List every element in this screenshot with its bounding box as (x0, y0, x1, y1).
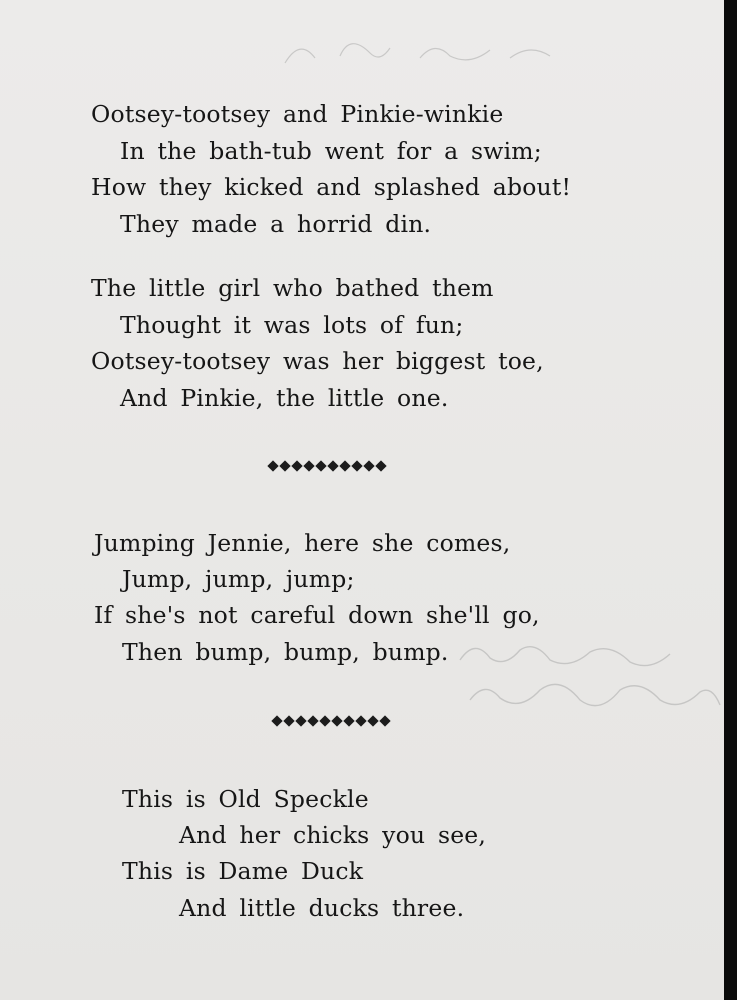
ornament-bullet (267, 460, 278, 471)
ornament-bullet (375, 460, 386, 471)
ornament-bullet (339, 460, 350, 471)
stanza-3-line-2: Jump, jump, jump; (122, 565, 355, 593)
ornament-bullet (327, 460, 338, 471)
stanza-4-line-2: And her chicks you see, (179, 821, 487, 849)
stanza-4-line-3: This is Dame Duck (122, 857, 364, 885)
ornament-bullet (271, 715, 282, 726)
ornament-bullet (351, 460, 362, 471)
stanza-2-line-2: Thought it was lots of fun; (120, 311, 464, 339)
stanza-3-line-3: If she's not careful down she'll go, (94, 601, 540, 629)
stanza-1-line-1: Ootsey-tootsey and Pinkie-winkie (91, 100, 504, 128)
stanza-3-line-4: Then bump, bump, bump. (122, 638, 449, 666)
stanza-4-line-4: And little ducks three. (179, 894, 465, 922)
ornament-bullet (283, 715, 294, 726)
page-edge-shadow (724, 0, 737, 1000)
ornament-bullet (295, 715, 306, 726)
ornament-bullet (367, 715, 378, 726)
ornament-divider (269, 462, 385, 470)
ornament-bullet (315, 460, 326, 471)
ornament-bullet (319, 715, 330, 726)
ornament-bullet (343, 715, 354, 726)
stanza-2-line-4: And Pinkie, the little one. (120, 384, 449, 412)
ornament-bullet (291, 460, 302, 471)
pencil-scribble-right (450, 630, 730, 725)
ornament-bullet (279, 460, 290, 471)
ornament-bullet (363, 460, 374, 471)
stanza-2-line-3: Ootsey-tootsey was her biggest toe, (91, 347, 544, 375)
ornament-bullet (355, 715, 366, 726)
ornament-bullet (331, 715, 342, 726)
pencil-scribble-top (280, 28, 580, 73)
stanza-1-line-4: They made a horrid din. (120, 210, 432, 238)
stanza-4-line-1: This is Old Speckle (122, 785, 369, 813)
ornament-divider (273, 717, 389, 725)
stanza-3-line-1: Jumping Jennie, here she comes, (94, 529, 511, 557)
stanza-2-line-1: The little girl who bathed them (91, 274, 494, 302)
ornament-bullet (379, 715, 390, 726)
ornament-bullet (307, 715, 318, 726)
stanza-1-line-2: In the bath-tub went for a swim; (120, 137, 542, 165)
stanza-1-line-3: How they kicked and splashed about! (91, 173, 572, 201)
ornament-bullet (303, 460, 314, 471)
